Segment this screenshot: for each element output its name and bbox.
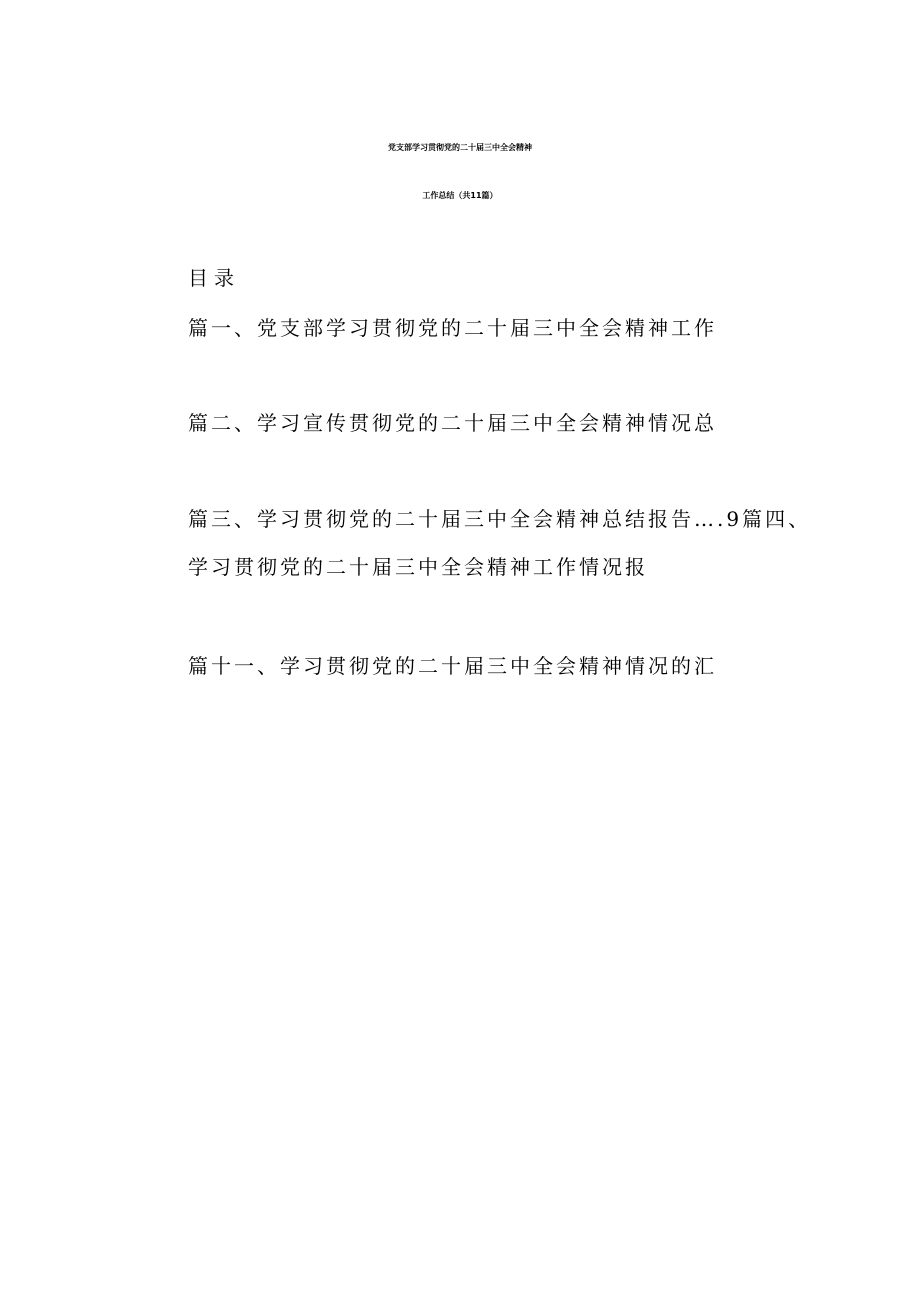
toc-entry-4-continued: 学习贯彻党的二十届三中全会精神工作情况报 (188, 555, 648, 579)
toc-entry-3: 篇三、学习贯彻党的二十届三中全会精神总结报告….9篇四、 (188, 507, 812, 531)
document-title-line-2: 工作总结（共11篇） (422, 191, 498, 200)
toc-entry-11: 篇十一、学习贯彻党的二十届三中全会精神情况的汇 (188, 654, 717, 678)
document-title-line-1: 党支部学习贯彻党的二十届三中全会精神 (388, 143, 532, 152)
toc-entry-1: 篇一、党支部学习贯彻党的二十届三中全会精神工作 (188, 316, 717, 340)
toc-entry-2: 篇二、学习宣传贯彻党的二十届三中全会精神情况总 (188, 411, 717, 435)
toc-heading: 目录 (188, 266, 240, 290)
